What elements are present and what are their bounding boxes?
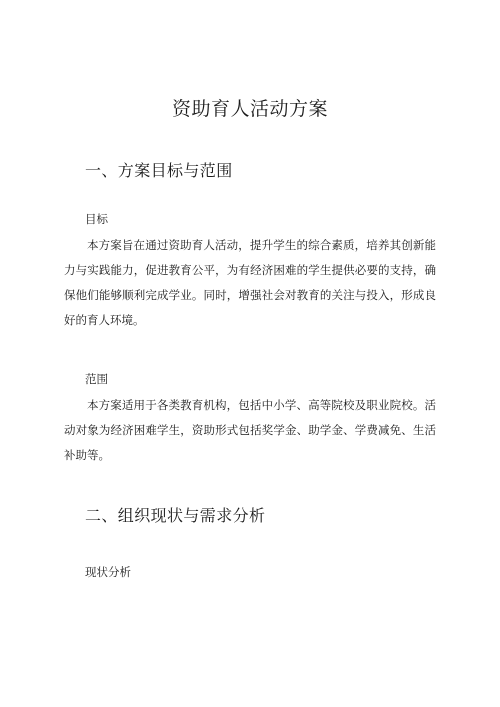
paragraph-goal: 本方案旨在通过资助育人活动，提升学生的综合素质，培养其创新能力与实践能力，促进教育公平，为有经济困难的学生提供必要的支持，确保他们能够顺利完成学业。同时，增强社会对教育的关注与投入，形成良好的育人环境。 xyxy=(64,238,436,327)
section-heading-goals-scope: 一、方案目标与范围 xyxy=(85,161,233,180)
section-heading-status-needs: 二、组织现状与需求分析 xyxy=(85,506,266,525)
subsection-heading-scope: 范围 xyxy=(85,372,108,386)
document-title: 资助育人活动方案 xyxy=(171,98,328,120)
paragraph-scope: 本方案适用于各类教育机构，包括中小学、高等院校及职业院校。活动对象为经济困难学生，资助形式包括奖学金、助学金、学费减免、生活补助等。 xyxy=(64,398,436,462)
subsection-heading-status-analysis: 现状分析 xyxy=(85,565,131,579)
subsection-heading-goal: 目标 xyxy=(85,212,108,226)
